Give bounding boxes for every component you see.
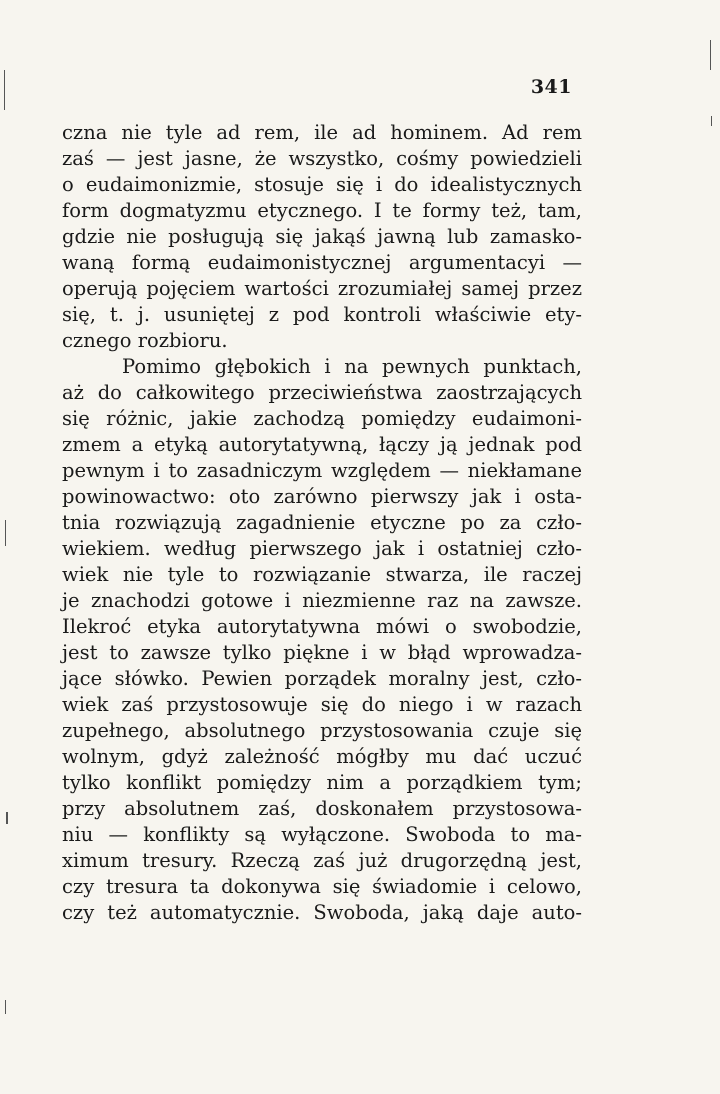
text-line: powinowactwo: oto zarówno pierwszy jak i osta-: [62, 485, 582, 508]
text-line: je znachodzi gotowe i niezmienne raz na zawsze.: [62, 589, 582, 612]
scan-edge-mark: [710, 40, 711, 70]
text-line: niu — konflikty są wyłączone. Swoboda to ma-: [62, 823, 582, 846]
text-line: operują pojęciem wartości zrozumiałej samej przez: [62, 277, 582, 300]
text-line: pewnym i to zasadniczym względem — niekłamane: [62, 459, 582, 482]
scan-edge-mark: [5, 1000, 6, 1014]
text-line: się, t. j. usuniętej z pod kontroli właściwie ety-: [62, 303, 582, 326]
text-line: wiek zaś przystosowuje się do niego i w razach: [62, 693, 582, 716]
text-line: zmem a etyką autorytatywną, łączy ją jednak pod: [62, 433, 582, 456]
text-line: tylko konflikt pomiędzy nim a porządkiem tym;: [62, 771, 582, 794]
text-line: ximum tresury. Rzeczą zaś już drugorzędną jest,: [62, 849, 582, 872]
text-line: o eudaimonizmie, stosuje się i do idealistycznych: [62, 173, 582, 196]
text-line: czy tresura ta dokonywa się świadomie i celowo,: [62, 875, 582, 898]
text-line: zaś — jest jasne, że wszystko, cośmy powiedzieli: [62, 147, 582, 170]
text-line: się różnic, jakie zachodzą pomiędzy eudaimoni-: [62, 407, 582, 430]
text-line: czna nie tyle ad rem, ile ad hominem. Ad rem: [62, 121, 582, 144]
text-line: zupełnego, absolutnego przystosowania czuje się: [62, 719, 582, 742]
text-line: przy absolutnem zaś, doskonałem przystosowa-: [62, 797, 582, 820]
body-text: [62, 120, 582, 926]
text-line: aż do całkowitego przeciwieństwa zaostrzających: [62, 381, 582, 404]
text-line: jące słówko. Pewien porządek moralny jest, czło-: [62, 667, 582, 690]
scan-edge-mark: [6, 812, 8, 824]
text-line: wiekiem. według pierwszego jak i ostatniej czło-: [62, 537, 582, 560]
scan-edge-mark: [4, 70, 5, 110]
text-line: jest to zawsze tylko piękne i w błąd wprowadza-: [62, 641, 582, 664]
page-number: 341: [530, 76, 572, 98]
text-line: Ilekroć etyka autorytatywna mówi o swobodzie,: [62, 615, 582, 638]
text-line-paragraph-start: Pomimo głębokich i na pewnych punktach,: [122, 355, 582, 378]
text-line: tnia rozwiązują zagadnienie etyczne po za czło-: [62, 511, 582, 534]
text-line: gdzie nie posługują się jakąś jawną lub zamasko-: [62, 225, 582, 248]
text-line: waną formą eudaimonistycznej argumentacyi —: [62, 251, 582, 274]
scan-edge-mark: [5, 520, 6, 546]
text-line: wiek nie tyle to rozwiązanie stwarza, ile raczej: [62, 563, 582, 586]
text-line: wolnym, gdyż zależność mógłby mu dać uczuć: [62, 745, 582, 768]
scan-edge-mark: [711, 116, 712, 126]
text-line: czy też automatycznie. Swoboda, jaką daje auto-: [62, 901, 582, 924]
text-line: form dogmatyzmu etycznego. I te formy też, tam,: [62, 199, 582, 222]
text-line-paragraph-end: cznego rozbioru.: [62, 329, 228, 352]
